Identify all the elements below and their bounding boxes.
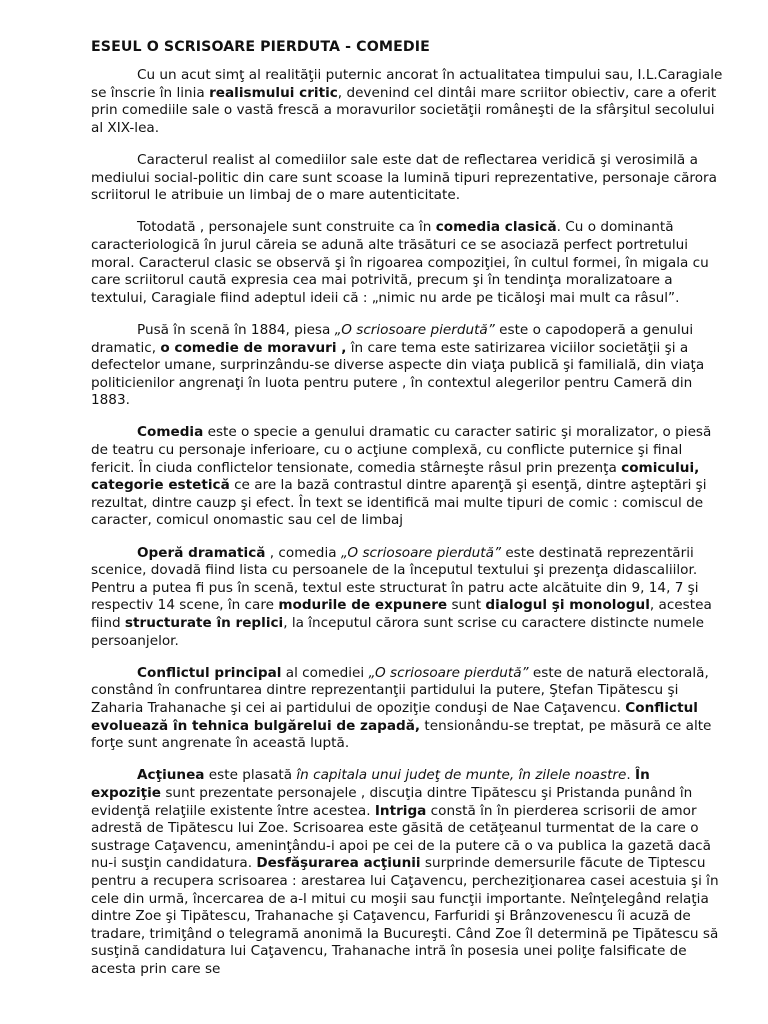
paragraph-6-run-5: modurile de expunere [278,597,448,614]
paragraph-8-run-1: Acţiunea [137,767,205,784]
paragraph-7-run-2: al comediei [281,664,369,681]
paragraph-6-run-2: , comedia [265,544,341,561]
paragraph-4-run-3: este o capodoperă a genului dramatic, [91,321,694,356]
paragraph-8-run-8: constă în în pierderea scrisorii de amor adrestă de Tipătescu lui Zoe. Scrisoarea este găsită de cetăţeanul turmentat de la care o sustrage Caţavencu, ameninţându-i apoi pe cei de la putere că o va publica la gazetă dacă nu-i susţin candidatura. [91,802,711,872]
paragraph-8-run-3: în capitala unui judeţ de munte, în zilele noastre [296,767,627,784]
paragraph-8-run-10: surprinde demersurile făcute de Tiptescu pentru a recupera scrisoarea : arestarea lui Caţavencu, percheziţionarea casei acestuia şi în cele din urmă, încercarea de a-l mitui cu moşii sau funcţii importante. Neînţelegând relaţia dintre Zoe şi Tipătescu, Trahanache şi Caţavencu, Farfuridi şi Brânzovenescu îi acuză de tradare, trimiţând o telegramă anonimă la Bucureşti. Când Zoe îl determină pe Tipătescu să susţină candidatura lui Caţavencu, Trahanache intră în posesia unei poliţe falsificate de acesta prin care se [91,855,719,977]
paragraph-3 [91,219,724,307]
document-body [91,67,724,978]
paragraph-1-run-1: Cu un acut simţ al realităţii puternic ancorat în actualitatea timpului sau, I.L.Caragiale se înscrie în linia [91,67,723,101]
paragraph-7 [91,665,724,753]
paragraph-6-run-7: dialogul şi monologul [485,597,650,614]
paragraph-5-run-2: este o specie a genului dramatic cu caracter satiric şi moralizator, o piesă de teatru cu personaje inferioare, cu o acţiune complexă, cu conflicte puternice şi final fericit. În ciuda conflictelor tensionate, comedia stârneşte râsul prin prezenţa [91,424,712,476]
paragraph-2-run-1: Caracterul realist al comediilor sale este dat de reflectarea veridică şi verosimilă a mediului social-politic din care sunt scoase la lumină tipuri reprezentative, personaje cărora scriitorul le atribuie un limbaj de o mare autenticitate. [91,151,717,204]
paragraph-8-run-4: . [626,767,636,784]
paragraph-5-run-4: ce are la bază contrastul dintre aparenţă şi esenţă, dintre aşteptări şi rezultat, dintre cauzp şi efect. În text se identifică mai multe tipuri de comic : comiscul de caracter, comicul onomastic sau cel de limbaj [91,477,707,529]
paragraph-6-run-6: sunt [447,597,486,614]
paragraph-1-run-3: , devenind cel dintâi mare scriitor obiectiv, care a oferit prin comediile sale o vastă frescă a moravurilor societăţii româneşti de la sfârşitul secolului al XIX-lea. [91,84,717,136]
paragraph-2 [91,152,724,205]
paragraph-5 [91,424,724,530]
paragraph-5-run-1: Comedia [137,424,204,441]
paragraph-8-run-9: Desfăşurarea acţiunii [256,855,421,872]
paragraph-3-run-2: comedia clasică [435,219,557,236]
paragraph-6-run-3: „O scriosoare pierdută” [340,544,501,561]
paragraph-7-run-5: Conflictul evoluează în tehnica bulgărelui de zapadă, [91,699,698,734]
paragraph-1 [91,67,724,137]
paragraph-6-run-9: structurate în replici [124,615,284,631]
paragraph-8-run-5: În expoziţie [91,767,650,801]
paragraph-1-run-2: realismului critic [209,84,338,101]
paragraph-6 [91,545,724,651]
paragraph-6-run-10: , la începutul cărora sunt scrise cu caractere distincte numele persoanjelor. [91,615,705,649]
paragraph-4-run-1: Pusă în scenă în 1884, piesa [137,321,335,338]
paragraph-6-run-4: este destinată reprezentării scenice, dovadă fiind lista cu persoanele de la începutul textului şi prezenţa didascaliilor. Pentru a putea fi pus în scenă, textul este structurat în patru acte alcătuite din 9, 14, 7 şi respectiv 14 scene, în care [91,544,699,614]
paragraph-3-run-3: . Cu o dominantă caracteriologică în jurul căreia se adună alte trăsături ce se asociază perfect portretului moral. Caracterul clasic se observă şi în rigoarea compoziţiei, în cultul formei, în migala cu care scriitorul caută expresia cea mai potrivită, precum şi în tendinţa moralizatoare a textului, Caragiale fiind adeptul ideii că : „nimic nu arde pe ticăloşi mai mult ca râsul”. [91,219,709,306]
paragraph-8 [91,767,724,978]
paragraph-8-run-2: este plasată [204,767,297,784]
paragraph-7-run-3: „O scriosoare pierdută” [368,664,529,681]
paragraph-5-run-3: comicului, categorie estetică [91,459,700,494]
paragraph-8-run-7: Intriga [374,802,427,819]
paragraph-8-run-6: sunt prezentate personajele , discuţia dintre Tipătescu şi Pristanda punând în evidenţă relaţiile existente între acestea. [91,784,693,819]
paragraph-7-run-4: este de natură electorală, constând în confruntarea dintre reprezentanţii partidului la putere, Ştefan Tipătescu şi Zaharia Trahanache şi cei ai partidului de opoziţie conduşi de Nae Caţavencu. [91,664,709,716]
paragraph-7-run-6: tensionându-se treptat, pe măsură ce alte forţe sunt angrenate în această luptă. [91,717,712,752]
paragraph-4-run-2: „O scriosoare pierdută” [334,321,495,338]
paragraph-6-run-8: , acestea fiind [91,597,712,631]
paragraph-6-run-1: Operă dramatică [137,544,266,561]
paragraph-4-run-4: o comedie de moravuri , [160,339,347,356]
paragraph-4 [91,322,724,410]
paragraph-4-run-5: în care tema este satirizarea viciilor societăţii şi a defectelor umane, surprinzându-se diverse aspecte din viaţa publică şi familială, din viaţa politicienilor angrenaţi în luota pentru putere , în contextul alegerilor pentru Cameră din 1883. [91,339,705,409]
paragraph-3-run-1: Totodată , personajele sunt construite ca în [137,219,436,236]
document-title: ESEUL O SCRISOARE PIERDUTA - COMEDIE [91,39,430,55]
paragraph-7-run-1: Conflictul principal [137,664,282,681]
